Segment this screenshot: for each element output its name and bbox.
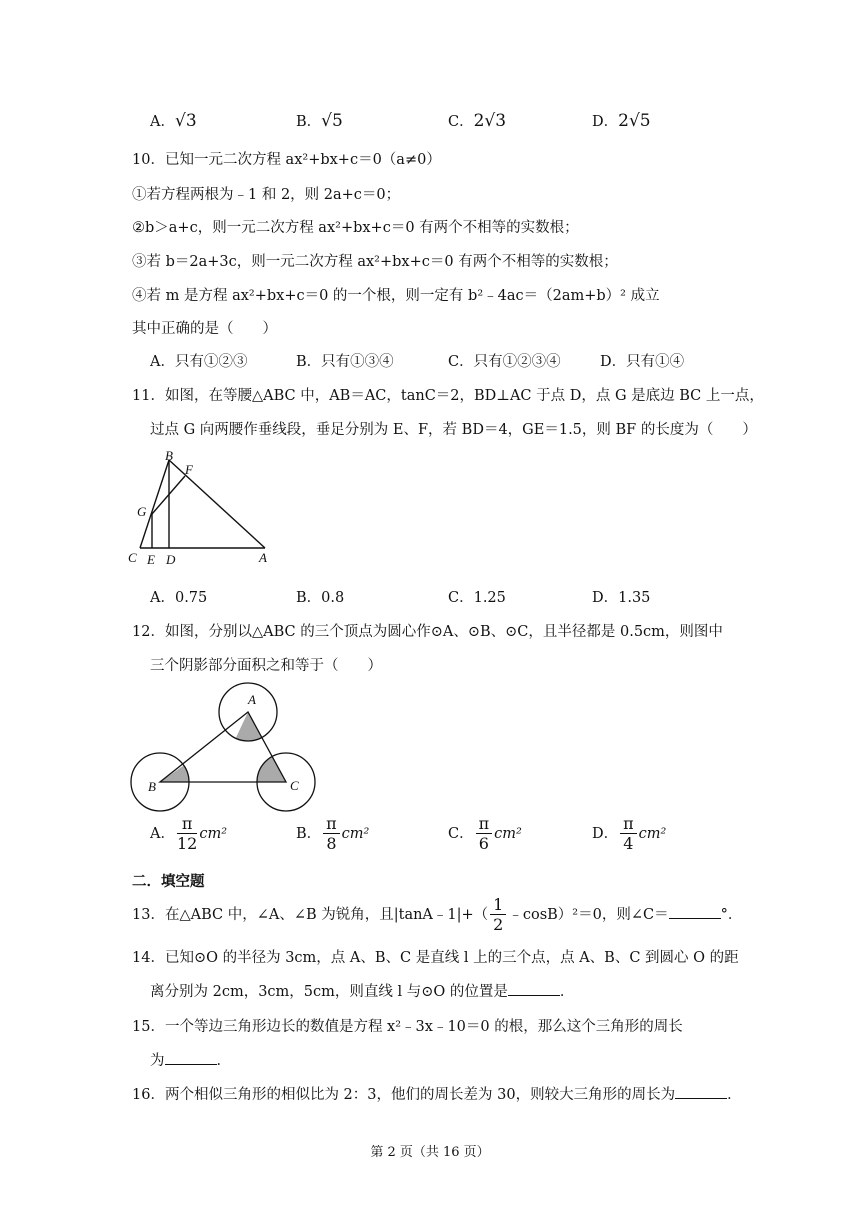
q11-segment-ba (169, 460, 265, 548)
q10-option-c: C．只有①②③④ (448, 354, 561, 370)
q14-answer-blank (508, 983, 560, 996)
q11-figure (125, 446, 275, 568)
q12-label-b: B (148, 779, 156, 794)
q9-option-a: A．√3 (150, 111, 197, 131)
q12-figure (128, 680, 323, 812)
q11-label-a: A (259, 550, 267, 565)
q15-line-1: 15．一个等边三角形边长的数值是方程 x²﹣3x﹣10＝0 的根，那么这个三角形的周长 (132, 1019, 683, 1035)
q13: 13．在△ABC 中，∠A、∠B 为锐角，且|tanA﹣1|+（ $\frac{1}{2}$ ﹣cosB）²＝0，则∠C＝ °． (132, 895, 743, 934)
q9-option-d: D．2√5 (592, 111, 651, 131)
q16: 16．两个相似三角形的相似比为 2：3，他们的周长差为 30，则较大三角形的周长为 ． (132, 1087, 742, 1103)
q11-line-1: 11．如图，在等腰△ABC 中，AB＝AC，tanC＝2，BD⊥AC 于点 D，点 G 是底边 BC 上一点， (132, 388, 764, 404)
q9-option-b: B．√5 (296, 111, 343, 131)
q14-line-2: 离分别为 2cm，3cm，5cm，则直线 l 与⊙O 的位置是 ． (150, 984, 575, 1000)
q11-label-c: C (128, 550, 137, 565)
q10-ask: 其中正确的是（ ） (132, 321, 277, 337)
q14-line-1: 14．已知⊙O 的半径为 3cm，点 A、B、C 是直线 l 上的三个点，点 A、B、C 到圆心 O 的距 (132, 950, 739, 966)
q11-label-b: B (165, 448, 173, 463)
q12-label-a: A (248, 692, 256, 707)
q11-option-d: D．1.35 (592, 590, 651, 606)
q16-answer-blank (675, 1086, 727, 1099)
q11-label-f: F (185, 462, 193, 477)
q10-statement-1: ①若方程两根为﹣1 和 2，则 2a+c＝0； (132, 187, 401, 203)
q10-option-a: A．只有①②③ (150, 354, 248, 370)
q12-shaded-sector-a (236, 712, 263, 741)
q15-line-2: 为 ． (150, 1053, 231, 1069)
q10-statement-4: ④若 m 是方程 ax²+bx+c＝0 的一个根，则一定有 b²﹣4ac＝（2am+b）² 成立 (132, 288, 660, 304)
q11-line-2: 过点 G 向两腰作垂线段，垂足分别为 E、F，若 BD＝4，GE＝1.5，则 BF 的长度为（ ） (150, 422, 757, 438)
q11-label-e: E (147, 552, 155, 567)
q11-label-g: G (137, 504, 147, 519)
q10-stem: 10．已知一元二次方程 ax²+bx+c＝0（a≠0） (132, 152, 441, 168)
q11-option-c: C．1.25 (448, 590, 506, 606)
q12-shaded-sector-c (257, 756, 286, 782)
q11-option-b: B．0.8 (296, 590, 345, 606)
q10-statement-2: ②b＞a+c，则一元二次方程 ax²+bx+c＝0 有两个不相等的实数根； (132, 220, 579, 236)
q12-option-a: A． $\frac{\pi}{12}$ cm² (150, 814, 228, 853)
q12-line-1: 12．如图，分别以△ABC 的三个顶点为圆心作⊙A、⊙B、⊙C，且半径都是 0.5cm，则图中 (132, 624, 723, 640)
q10-statement-3: ③若 b＝2a+3c，则一元二次方程 ax²+bx+c＝0 有两个不相等的实数根； (132, 254, 618, 270)
page-footer: 第 2 页（共 16 页） (370, 1145, 490, 1160)
q11-label-d: D (166, 552, 176, 567)
q13-answer-blank (669, 906, 721, 919)
q12-option-d: D． $\frac{\pi}{4}$ cm² (592, 814, 667, 853)
q9-option-c: C．2√3 (448, 111, 507, 131)
q10-option-d: D．只有①④ (600, 354, 685, 370)
q12-option-c: C． $\frac{\pi}{6}$ cm² (448, 814, 522, 853)
q12-option-b: B． $\frac{\pi}{8}$ cm² (296, 814, 370, 853)
section-heading-fill-blank: 二．填空题 (132, 874, 205, 890)
q12-label-c: C (290, 778, 299, 793)
q11-option-a: A．0.75 (150, 590, 208, 606)
q15-answer-blank (165, 1052, 217, 1065)
q10-option-b: B．只有①③④ (296, 354, 394, 370)
q12-line-2: 三个阴影部分面积之和等于（ ） (150, 658, 382, 674)
